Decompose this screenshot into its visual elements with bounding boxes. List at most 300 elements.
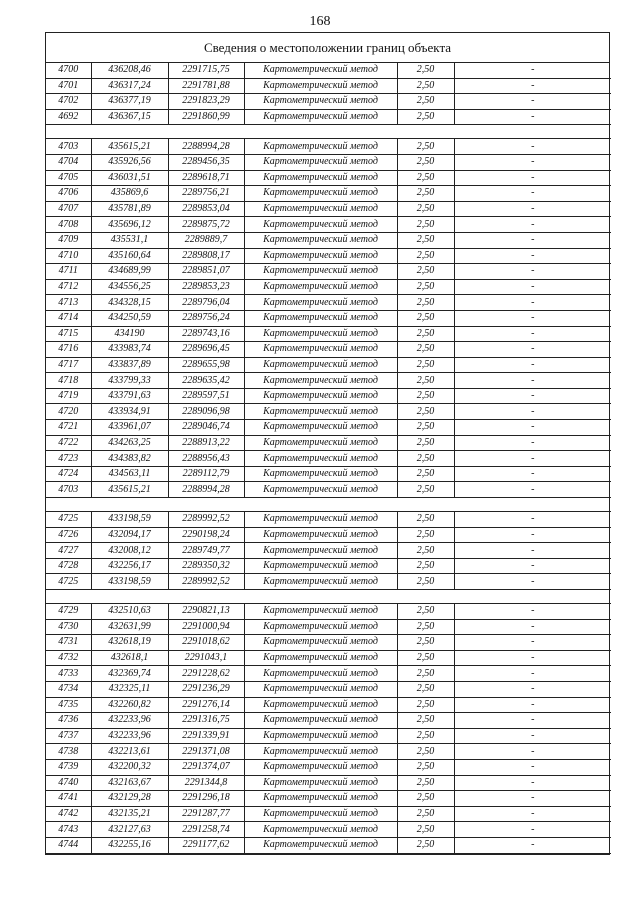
y-coordinate-cell: 2290198,24 xyxy=(168,527,244,543)
table-row xyxy=(46,681,611,697)
x-coordinate-cell: 435531,1 xyxy=(91,232,168,248)
accuracy-cell: 2,50 xyxy=(397,574,454,590)
method-cell: Картометрический метод xyxy=(244,619,397,635)
table-row xyxy=(46,109,611,125)
y-coordinate-cell: 2289875,72 xyxy=(168,217,244,233)
y-coordinate-cell: 2289756,24 xyxy=(168,310,244,326)
method-cell: Картометрический метод xyxy=(244,451,397,467)
point-number-cell: 4730 xyxy=(46,619,91,635)
x-coordinate-cell: 433934,91 xyxy=(91,404,168,420)
table-title: Сведения о местоположении границ объекта xyxy=(46,33,609,63)
accuracy-cell: 2,50 xyxy=(397,713,454,729)
method-cell: Картометрический метод xyxy=(244,759,397,775)
y-coordinate-cell: 2289046,74 xyxy=(168,420,244,436)
y-coordinate-cell: 2289992,52 xyxy=(168,512,244,528)
accuracy-cell: 2,50 xyxy=(397,404,454,420)
group-separator-row xyxy=(46,125,611,139)
point-number-cell: 4703 xyxy=(46,482,91,498)
description-cell: - xyxy=(454,512,611,528)
accuracy-cell: 2,50 xyxy=(397,697,454,713)
accuracy-cell: 2,50 xyxy=(397,326,454,342)
y-coordinate-cell: 2291236,29 xyxy=(168,681,244,697)
description-cell: - xyxy=(454,154,611,170)
y-coordinate-cell: 2289456,35 xyxy=(168,154,244,170)
method-cell: Картометрический метод xyxy=(244,78,397,94)
x-coordinate-cell: 432260,82 xyxy=(91,697,168,713)
accuracy-cell: 2,50 xyxy=(397,310,454,326)
method-cell: Картометрический метод xyxy=(244,232,397,248)
accuracy-cell: 2,50 xyxy=(397,806,454,822)
x-coordinate-cell: 432618,1 xyxy=(91,650,168,666)
point-number-cell: 4735 xyxy=(46,697,91,713)
point-number-cell: 4706 xyxy=(46,186,91,202)
method-cell: Картометрический метод xyxy=(244,295,397,311)
y-coordinate-cell: 2291715,75 xyxy=(168,63,244,78)
accuracy-cell: 2,50 xyxy=(397,264,454,280)
y-coordinate-cell: 2289851,07 xyxy=(168,264,244,280)
accuracy-cell: 2,50 xyxy=(397,420,454,436)
description-cell: - xyxy=(454,310,611,326)
method-cell: Картометрический метод xyxy=(244,264,397,280)
x-coordinate-cell: 434263,25 xyxy=(91,435,168,451)
description-cell: - xyxy=(454,775,611,791)
accuracy-cell: 2,50 xyxy=(397,388,454,404)
x-coordinate-cell: 432135,21 xyxy=(91,806,168,822)
x-coordinate-cell: 436317,24 xyxy=(91,78,168,94)
coordinates-table xyxy=(46,63,611,854)
description-cell: - xyxy=(454,543,611,559)
table-row xyxy=(46,604,611,620)
accuracy-cell: 2,50 xyxy=(397,728,454,744)
method-cell: Картометрический метод xyxy=(244,357,397,373)
method-cell: Картометрический метод xyxy=(244,373,397,389)
point-number-cell: 4719 xyxy=(46,388,91,404)
x-coordinate-cell: 434563,11 xyxy=(91,466,168,482)
y-coordinate-cell: 2289618,71 xyxy=(168,170,244,186)
description-cell: - xyxy=(454,342,611,358)
accuracy-cell: 2,50 xyxy=(397,154,454,170)
y-coordinate-cell: 2289889,7 xyxy=(168,232,244,248)
y-coordinate-cell: 2289635,42 xyxy=(168,373,244,389)
point-number-cell: 4739 xyxy=(46,759,91,775)
table-row xyxy=(46,295,611,311)
point-number-cell: 4737 xyxy=(46,728,91,744)
accuracy-cell: 2,50 xyxy=(397,295,454,311)
point-number-cell: 4736 xyxy=(46,713,91,729)
point-number-cell: 4700 xyxy=(46,63,91,78)
y-coordinate-cell: 2291177,62 xyxy=(168,837,244,853)
method-cell: Картометрический метод xyxy=(244,666,397,682)
x-coordinate-cell: 434383,82 xyxy=(91,451,168,467)
point-number-cell: 4724 xyxy=(46,466,91,482)
point-number-cell: 4713 xyxy=(46,295,91,311)
method-cell: Картометрический метод xyxy=(244,279,397,295)
point-number-cell: 4702 xyxy=(46,94,91,110)
method-cell: Картометрический метод xyxy=(244,806,397,822)
accuracy-cell: 2,50 xyxy=(397,744,454,760)
accuracy-cell: 2,50 xyxy=(397,543,454,559)
table-row xyxy=(46,482,611,498)
accuracy-cell: 2,50 xyxy=(397,822,454,838)
x-coordinate-cell: 433198,59 xyxy=(91,574,168,590)
point-number-cell: 4720 xyxy=(46,404,91,420)
x-coordinate-cell: 432008,12 xyxy=(91,543,168,559)
x-coordinate-cell: 435160,64 xyxy=(91,248,168,264)
accuracy-cell: 2,50 xyxy=(397,373,454,389)
page-number: 168 xyxy=(309,14,331,29)
description-cell: - xyxy=(454,791,611,807)
table-row xyxy=(46,543,611,559)
x-coordinate-cell: 433799,33 xyxy=(91,373,168,389)
table-row xyxy=(46,574,611,590)
point-number-cell: 4703 xyxy=(46,139,91,155)
point-number-cell: 4733 xyxy=(46,666,91,682)
table-row xyxy=(46,78,611,94)
x-coordinate-cell: 432213,61 xyxy=(91,744,168,760)
y-coordinate-cell: 2291374,07 xyxy=(168,759,244,775)
method-cell: Картометрический метод xyxy=(244,217,397,233)
method-cell: Картометрический метод xyxy=(244,63,397,78)
y-coordinate-cell: 2289796,04 xyxy=(168,295,244,311)
y-coordinate-cell: 2289112,79 xyxy=(168,466,244,482)
method-cell: Картометрический метод xyxy=(244,837,397,853)
description-cell: - xyxy=(454,713,611,729)
point-number-cell: 4704 xyxy=(46,154,91,170)
method-cell: Картометрический метод xyxy=(244,482,397,498)
y-coordinate-cell: 2291018,62 xyxy=(168,635,244,651)
group-separator-cell xyxy=(46,125,611,139)
group-separator-cell xyxy=(46,498,611,512)
accuracy-cell: 2,50 xyxy=(397,279,454,295)
coordinates-table-body xyxy=(46,63,611,853)
description-cell: - xyxy=(454,558,611,574)
x-coordinate-cell: 434328,15 xyxy=(91,295,168,311)
accuracy-cell: 2,50 xyxy=(397,170,454,186)
accuracy-cell: 2,50 xyxy=(397,558,454,574)
accuracy-cell: 2,50 xyxy=(397,775,454,791)
table-row xyxy=(46,201,611,217)
x-coordinate-cell: 433791,63 xyxy=(91,388,168,404)
description-cell: - xyxy=(454,186,611,202)
description-cell: - xyxy=(454,837,611,853)
method-cell: Картометрический метод xyxy=(244,574,397,590)
x-coordinate-cell: 435869,6 xyxy=(91,186,168,202)
x-coordinate-cell: 432631,99 xyxy=(91,619,168,635)
description-cell: - xyxy=(454,248,611,264)
description-cell: - xyxy=(454,604,611,620)
point-number-cell: 4738 xyxy=(46,744,91,760)
description-cell: - xyxy=(454,388,611,404)
table-row xyxy=(46,94,611,110)
group-separator-row xyxy=(46,590,611,604)
accuracy-cell: 2,50 xyxy=(397,94,454,110)
description-cell: - xyxy=(454,139,611,155)
accuracy-cell: 2,50 xyxy=(397,837,454,853)
method-cell: Картометрический метод xyxy=(244,326,397,342)
method-cell: Картометрический метод xyxy=(244,404,397,420)
x-coordinate-cell: 436031,51 xyxy=(91,170,168,186)
description-cell: - xyxy=(454,295,611,311)
point-number-cell: 4734 xyxy=(46,681,91,697)
table-row xyxy=(46,279,611,295)
table-row xyxy=(46,170,611,186)
x-coordinate-cell: 435615,21 xyxy=(91,139,168,155)
point-number-cell: 4692 xyxy=(46,109,91,125)
point-number-cell: 4701 xyxy=(46,78,91,94)
description-cell: - xyxy=(454,666,611,682)
method-cell: Картометрический метод xyxy=(244,109,397,125)
y-coordinate-cell: 2289350,32 xyxy=(168,558,244,574)
method-cell: Картометрический метод xyxy=(244,310,397,326)
point-number-cell: 4725 xyxy=(46,574,91,590)
description-cell: - xyxy=(454,94,611,110)
description-cell: - xyxy=(454,728,611,744)
point-number-cell: 4712 xyxy=(46,279,91,295)
accuracy-cell: 2,50 xyxy=(397,482,454,498)
x-coordinate-cell: 436208,46 xyxy=(91,63,168,78)
accuracy-cell: 2,50 xyxy=(397,342,454,358)
x-coordinate-cell: 432233,96 xyxy=(91,728,168,744)
table-row xyxy=(46,744,611,760)
method-cell: Картометрический метод xyxy=(244,543,397,559)
method-cell: Картометрический метод xyxy=(244,201,397,217)
x-coordinate-cell: 432233,96 xyxy=(91,713,168,729)
y-coordinate-cell: 2289853,04 xyxy=(168,201,244,217)
method-cell: Картометрический метод xyxy=(244,791,397,807)
table-row xyxy=(46,775,611,791)
y-coordinate-cell: 2291781,88 xyxy=(168,78,244,94)
point-number-cell: 4731 xyxy=(46,635,91,651)
point-number-cell: 4740 xyxy=(46,775,91,791)
accuracy-cell: 2,50 xyxy=(397,109,454,125)
table-row xyxy=(46,154,611,170)
group-separator-row xyxy=(46,498,611,512)
table-row xyxy=(46,837,611,853)
method-cell: Картометрический метод xyxy=(244,527,397,543)
table-row xyxy=(46,527,611,543)
description-cell: - xyxy=(454,420,611,436)
y-coordinate-cell: 2289808,17 xyxy=(168,248,244,264)
x-coordinate-cell: 433983,74 xyxy=(91,342,168,358)
x-coordinate-cell: 432618,19 xyxy=(91,635,168,651)
point-number-cell: 4741 xyxy=(46,791,91,807)
y-coordinate-cell: 2291276,14 xyxy=(168,697,244,713)
y-coordinate-cell: 2289992,52 xyxy=(168,574,244,590)
method-cell: Картометрический метод xyxy=(244,388,397,404)
accuracy-cell: 2,50 xyxy=(397,619,454,635)
accuracy-cell: 2,50 xyxy=(397,217,454,233)
method-cell: Картометрический метод xyxy=(244,604,397,620)
description-cell: - xyxy=(454,357,611,373)
description-cell: - xyxy=(454,482,611,498)
method-cell: Картометрический метод xyxy=(244,435,397,451)
table-row xyxy=(46,697,611,713)
point-number-cell: 4707 xyxy=(46,201,91,217)
table-row xyxy=(46,186,611,202)
method-cell: Картометрический метод xyxy=(244,186,397,202)
point-number-cell: 4718 xyxy=(46,373,91,389)
accuracy-cell: 2,50 xyxy=(397,791,454,807)
accuracy-cell: 2,50 xyxy=(397,201,454,217)
table-row xyxy=(46,635,611,651)
accuracy-cell: 2,50 xyxy=(397,451,454,467)
x-coordinate-cell: 434250,59 xyxy=(91,310,168,326)
table-row xyxy=(46,342,611,358)
accuracy-cell: 2,50 xyxy=(397,139,454,155)
accuracy-cell: 2,50 xyxy=(397,650,454,666)
table-row xyxy=(46,822,611,838)
x-coordinate-cell: 434689,99 xyxy=(91,264,168,280)
description-cell: - xyxy=(454,574,611,590)
method-cell: Картометрический метод xyxy=(244,139,397,155)
point-number-cell: 4721 xyxy=(46,420,91,436)
point-number-cell: 4709 xyxy=(46,232,91,248)
accuracy-cell: 2,50 xyxy=(397,186,454,202)
description-cell: - xyxy=(454,170,611,186)
x-coordinate-cell: 433198,59 xyxy=(91,512,168,528)
point-number-cell: 4729 xyxy=(46,604,91,620)
table-row xyxy=(46,388,611,404)
description-cell: - xyxy=(454,217,611,233)
x-coordinate-cell: 433837,89 xyxy=(91,357,168,373)
y-coordinate-cell: 2288994,28 xyxy=(168,139,244,155)
x-coordinate-cell: 432163,67 xyxy=(91,775,168,791)
description-cell: - xyxy=(454,435,611,451)
method-cell: Картометрический метод xyxy=(244,697,397,713)
x-coordinate-cell: 435696,12 xyxy=(91,217,168,233)
x-coordinate-cell: 432256,17 xyxy=(91,558,168,574)
y-coordinate-cell: 2291860,99 xyxy=(168,109,244,125)
x-coordinate-cell: 432127,63 xyxy=(91,822,168,838)
y-coordinate-cell: 2291296,18 xyxy=(168,791,244,807)
accuracy-cell: 2,50 xyxy=(397,527,454,543)
table-row xyxy=(46,713,611,729)
accuracy-cell: 2,50 xyxy=(397,512,454,528)
x-coordinate-cell: 432129,28 xyxy=(91,791,168,807)
y-coordinate-cell: 2291258,74 xyxy=(168,822,244,838)
accuracy-cell: 2,50 xyxy=(397,232,454,248)
description-cell: - xyxy=(454,635,611,651)
description-cell: - xyxy=(454,527,611,543)
table-row xyxy=(46,759,611,775)
point-number-cell: 4732 xyxy=(46,650,91,666)
table-row xyxy=(46,791,611,807)
point-number-cell: 4710 xyxy=(46,248,91,264)
x-coordinate-cell: 435781,89 xyxy=(91,201,168,217)
description-cell: - xyxy=(454,822,611,838)
point-number-cell: 4705 xyxy=(46,170,91,186)
x-coordinate-cell: 436377,19 xyxy=(91,94,168,110)
accuracy-cell: 2,50 xyxy=(397,666,454,682)
method-cell: Картометрический метод xyxy=(244,822,397,838)
y-coordinate-cell: 2289096,98 xyxy=(168,404,244,420)
method-cell: Картометрический метод xyxy=(244,650,397,666)
table-row xyxy=(46,217,611,233)
table-row xyxy=(46,232,611,248)
table-row xyxy=(46,512,611,528)
description-cell: - xyxy=(454,109,611,125)
method-cell: Картометрический метод xyxy=(244,635,397,651)
description-cell: - xyxy=(454,78,611,94)
method-cell: Картометрический метод xyxy=(244,248,397,264)
point-number-cell: 4722 xyxy=(46,435,91,451)
x-coordinate-cell: 432325,11 xyxy=(91,681,168,697)
point-number-cell: 4714 xyxy=(46,310,91,326)
table-row xyxy=(46,420,611,436)
table-row xyxy=(46,264,611,280)
table-row xyxy=(46,728,611,744)
x-coordinate-cell: 436367,15 xyxy=(91,109,168,125)
method-cell: Картометрический метод xyxy=(244,170,397,186)
method-cell: Картометрический метод xyxy=(244,775,397,791)
y-coordinate-cell: 2290821,13 xyxy=(168,604,244,620)
y-coordinate-cell: 2289696,45 xyxy=(168,342,244,358)
table-row xyxy=(46,404,611,420)
method-cell: Картометрический метод xyxy=(244,466,397,482)
method-cell: Картометрический метод xyxy=(244,154,397,170)
y-coordinate-cell: 2289743,16 xyxy=(168,326,244,342)
table-row xyxy=(46,435,611,451)
x-coordinate-cell: 432255,16 xyxy=(91,837,168,853)
point-number-cell: 4726 xyxy=(46,527,91,543)
point-number-cell: 4715 xyxy=(46,326,91,342)
description-cell: - xyxy=(454,744,611,760)
point-number-cell: 4708 xyxy=(46,217,91,233)
table-row xyxy=(46,451,611,467)
method-cell: Картометрический метод xyxy=(244,512,397,528)
point-number-cell: 4743 xyxy=(46,822,91,838)
method-cell: Картометрический метод xyxy=(244,420,397,436)
boundary-table-frame xyxy=(45,32,610,855)
table-row xyxy=(46,248,611,264)
y-coordinate-cell: 2288994,28 xyxy=(168,482,244,498)
table-row xyxy=(46,326,611,342)
accuracy-cell: 2,50 xyxy=(397,248,454,264)
table-row xyxy=(46,666,611,682)
table-row xyxy=(46,650,611,666)
accuracy-cell: 2,50 xyxy=(397,604,454,620)
y-coordinate-cell: 2289655,98 xyxy=(168,357,244,373)
x-coordinate-cell: 435926,56 xyxy=(91,154,168,170)
accuracy-cell: 2,50 xyxy=(397,635,454,651)
x-coordinate-cell: 432510,63 xyxy=(91,604,168,620)
description-cell: - xyxy=(454,63,611,78)
description-cell: - xyxy=(454,759,611,775)
description-cell: - xyxy=(454,201,611,217)
y-coordinate-cell: 2291228,62 xyxy=(168,666,244,682)
accuracy-cell: 2,50 xyxy=(397,681,454,697)
point-number-cell: 4711 xyxy=(46,264,91,280)
point-number-cell: 4744 xyxy=(46,837,91,853)
description-cell: - xyxy=(454,806,611,822)
accuracy-cell: 2,50 xyxy=(397,435,454,451)
x-coordinate-cell: 432094,17 xyxy=(91,527,168,543)
point-number-cell: 4742 xyxy=(46,806,91,822)
description-cell: - xyxy=(454,681,611,697)
method-cell: Картометрический метод xyxy=(244,94,397,110)
accuracy-cell: 2,50 xyxy=(397,759,454,775)
y-coordinate-cell: 2291344,8 xyxy=(168,775,244,791)
group-separator-cell xyxy=(46,590,611,604)
accuracy-cell: 2,50 xyxy=(397,357,454,373)
table-row xyxy=(46,466,611,482)
description-cell: - xyxy=(454,650,611,666)
y-coordinate-cell: 2291371,08 xyxy=(168,744,244,760)
method-cell: Картометрический метод xyxy=(244,681,397,697)
point-number-cell: 4723 xyxy=(46,451,91,467)
description-cell: - xyxy=(454,466,611,482)
y-coordinate-cell: 2289756,21 xyxy=(168,186,244,202)
